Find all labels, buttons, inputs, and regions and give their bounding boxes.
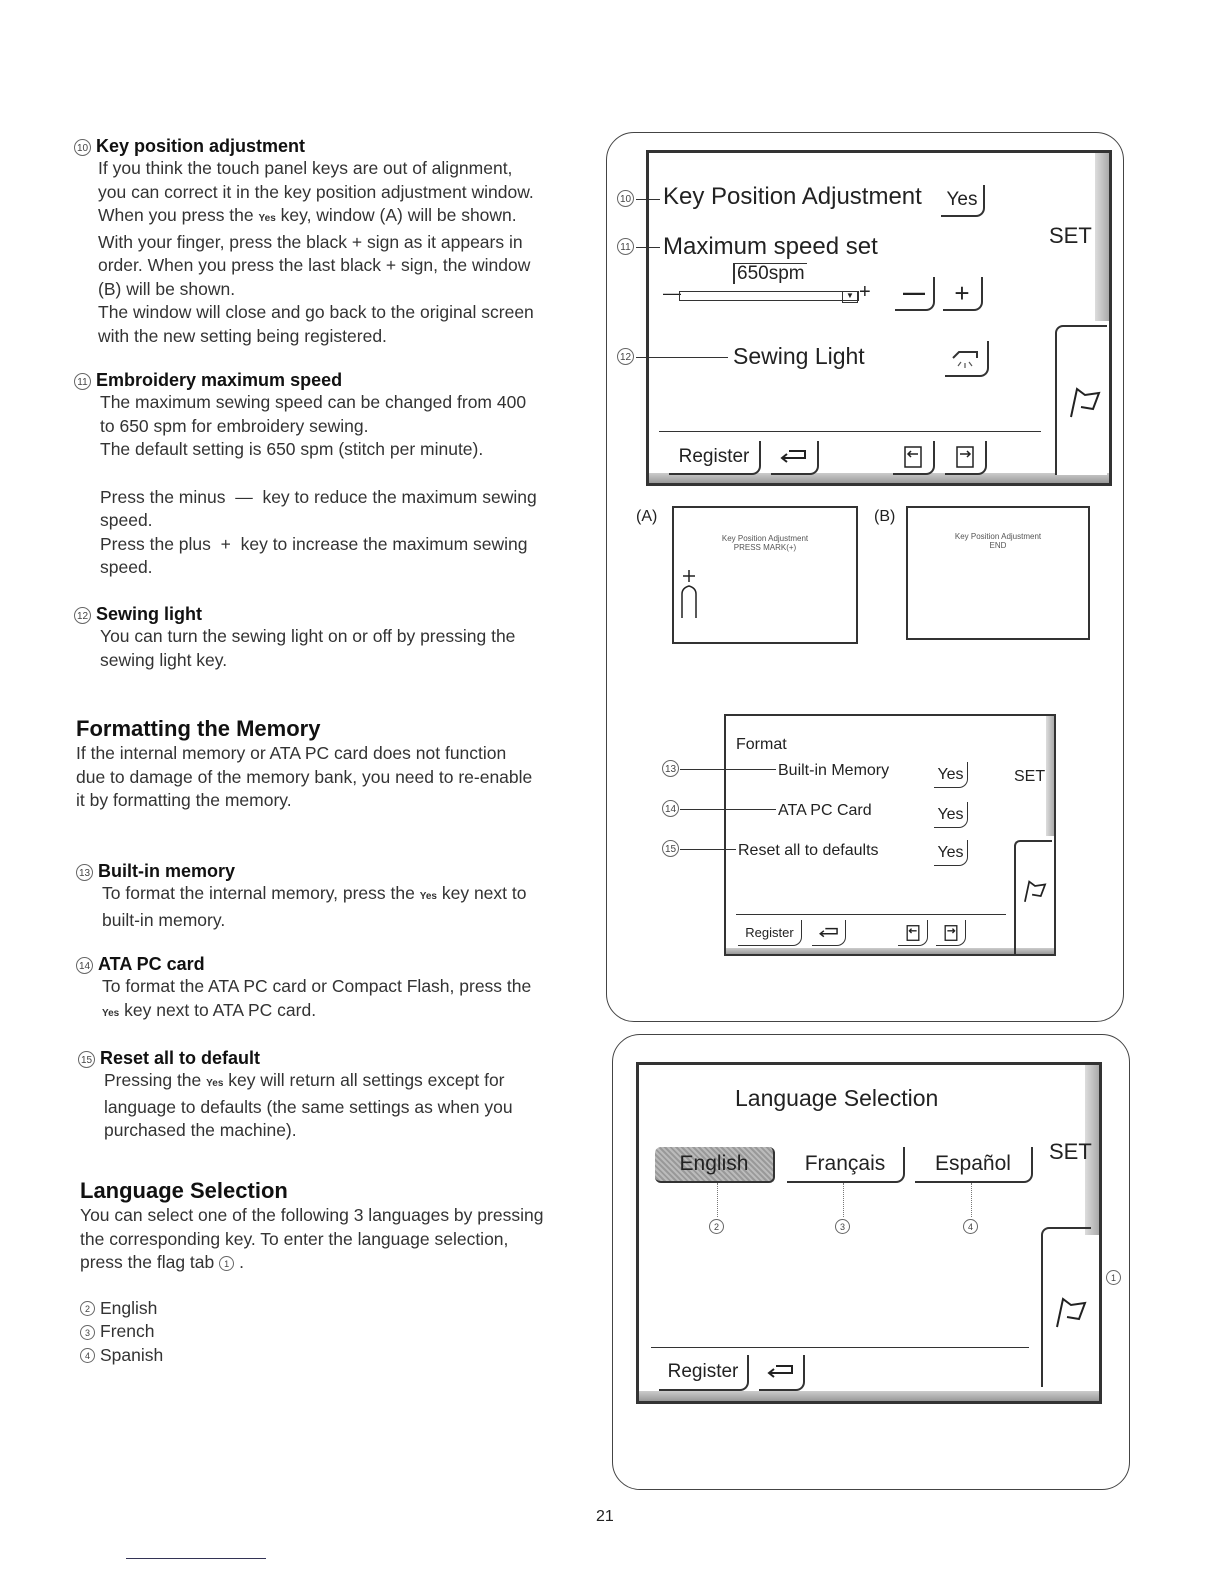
language-name: English — [100, 1297, 158, 1318]
page-prev-button[interactable] — [898, 920, 928, 946]
text-line: With your finger, press the black + sign as it appears in — [98, 231, 523, 252]
section-language — [80, 1178, 600, 1367]
text-line: order. When you press the last black + sign, the window — [98, 255, 531, 275]
yes-key-ref: Yes — [258, 213, 276, 224]
language-title: Language Selection — [735, 1085, 939, 1111]
language-name: Spanish — [100, 1344, 164, 1365]
french-button[interactable]: Français — [787, 1147, 905, 1183]
window-a-label: (A) — [636, 508, 658, 525]
section-heading — [74, 136, 594, 157]
text-line: built-in memory. — [102, 909, 226, 930]
text-span: key next to — [441, 883, 527, 903]
window-a — [672, 506, 858, 644]
leader-line — [971, 1183, 972, 1217]
text-span: key, window (A) will be shown. — [280, 205, 517, 225]
callout-3: 3 — [835, 1219, 850, 1234]
text-line — [80, 1251, 600, 1275]
callout-11: 11 — [617, 238, 634, 255]
text-span: key to increase the maximum sewing — [240, 533, 528, 554]
leader-line — [843, 1183, 844, 1217]
window-a-text: PRESS MARK(+) — [733, 543, 797, 552]
leader-line — [636, 357, 728, 358]
section-body — [76, 742, 596, 813]
screen-edge-shade — [1095, 153, 1109, 321]
format-ata-yes-button[interactable]: Yes — [934, 802, 968, 828]
heading-text: Key position adjustment — [96, 136, 306, 156]
text-line — [100, 533, 594, 557]
leader-line — [680, 849, 736, 850]
window-b — [906, 506, 1090, 640]
yes-key-ref: Yes — [102, 1007, 120, 1019]
page-left-icon — [902, 445, 924, 469]
text-line: it by formatting the memory. — [76, 790, 292, 810]
window-b-label: (B) — [874, 508, 896, 525]
text-line — [102, 999, 596, 1026]
register-button[interactable]: Register — [669, 441, 761, 475]
text-line: sewing light key. — [100, 649, 228, 670]
text-line: language to defaults (the same settings as when you — [104, 1096, 513, 1117]
window-b-text: Key Position Adjustment — [954, 532, 1042, 541]
speed-minus-button[interactable]: — — [895, 277, 935, 311]
language-list-item — [80, 1320, 600, 1344]
callout-12: 12 — [617, 348, 634, 365]
set-tab-label[interactable]: SET — [1014, 768, 1046, 785]
text-line: the corresponding key. To enter the language selection, — [80, 1228, 509, 1249]
flag-tab[interactable] — [1014, 840, 1052, 954]
key-position-yes-button[interactable]: Yes — [941, 185, 985, 217]
text-span: key next to ATA PC card. — [124, 999, 317, 1020]
callout-1: 1 — [1106, 1270, 1121, 1285]
section-body — [98, 157, 594, 348]
text-span: When you press the — [98, 205, 254, 225]
plus-symbol: + — [220, 533, 231, 554]
text-line: purchased the machine). — [104, 1120, 297, 1140]
section-formatting — [76, 716, 596, 813]
register-button[interactable]: Register — [659, 1355, 749, 1391]
text-line: If the internal memory or ATA PC card does not function — [76, 743, 507, 763]
divider — [651, 1347, 1029, 1348]
speed-slider[interactable] — [679, 291, 859, 301]
window-a-text: Key Position Adjustment — [721, 534, 809, 543]
callout-number: 13 — [76, 864, 93, 881]
heading-text: Sewing light — [96, 604, 202, 624]
format-row-label: Reset all to defaults — [738, 842, 879, 859]
page-right-icon — [954, 445, 976, 469]
minus-symbol: — — [235, 486, 253, 507]
text-line: due to damage of the memory bank, you need to re-enable — [76, 766, 533, 787]
section-body — [104, 1069, 598, 1143]
section-body — [100, 625, 594, 672]
max-speed-label: Maximum speed set — [663, 233, 878, 260]
sewing-light-button[interactable] — [945, 341, 989, 377]
heading-text: Reset all to default — [100, 1048, 261, 1068]
section-heading — [76, 954, 596, 975]
text-line — [104, 1069, 598, 1096]
callout-4: 4 — [963, 1219, 978, 1234]
section-reset-defaults — [78, 1048, 598, 1143]
screen-edge-shade — [1046, 716, 1054, 836]
set-tab-label[interactable]: SET — [1049, 223, 1092, 248]
yes-key-ref: Yes — [419, 891, 437, 902]
text-line: The default setting is 650 spm (stitch per minute). — [100, 439, 484, 459]
section-sewing-light — [74, 604, 594, 672]
callout-number: 1 — [219, 1256, 234, 1271]
format-reset-yes-button[interactable]: Yes — [934, 840, 968, 866]
section-embroidery-speed — [74, 370, 594, 580]
text-span: Pressing the — [104, 1070, 202, 1090]
text-line: You can select one of the following 3 languages by pressing — [80, 1205, 544, 1225]
heading-text: Embroidery maximum speed — [96, 370, 343, 390]
lamp-icon — [951, 346, 981, 370]
text-line: you can correct it in the key position adjustment window. — [98, 181, 534, 202]
callout-13: 13 — [662, 760, 679, 777]
text-span: Press the plus — [100, 533, 211, 554]
callout-number: 2 — [80, 1301, 95, 1316]
text-line: speed. — [100, 510, 153, 530]
return-icon — [779, 448, 809, 466]
english-button[interactable]: English — [655, 1147, 775, 1183]
screen-edge-shade — [639, 1391, 1099, 1401]
speed-plus-button[interactable]: + — [943, 277, 983, 311]
callout-number: 4 — [80, 1348, 95, 1363]
section-body — [80, 1204, 600, 1367]
language-list-item — [80, 1344, 600, 1368]
callout-number: 12 — [74, 607, 91, 624]
format-row-label: ATA PC Card — [778, 802, 872, 819]
text-line: The window will close and go back to the original screen — [98, 302, 534, 322]
flag-tab[interactable] — [1041, 1227, 1091, 1387]
text-line: If you think the touch panel keys are out of alignment, — [98, 158, 513, 178]
text-span: press the flag tab — [80, 1252, 215, 1272]
section-heading — [76, 861, 596, 882]
return-icon — [818, 926, 840, 940]
speed-min-mark: — — [663, 283, 681, 303]
return-button[interactable] — [759, 1355, 805, 1391]
screen-edge-shade — [726, 948, 1054, 954]
page-left-icon — [905, 924, 921, 942]
section-heading — [74, 604, 594, 625]
return-icon — [766, 1363, 796, 1381]
return-button[interactable] — [771, 441, 819, 475]
language-list-item — [80, 1297, 600, 1321]
settings-screen — [646, 150, 1112, 486]
divider — [659, 431, 1041, 432]
flag-icon — [1053, 1295, 1089, 1329]
text-span: key will return all settings except for — [228, 1070, 505, 1090]
leader-line — [636, 247, 660, 248]
divider — [736, 914, 1006, 915]
speed-max-mark: + — [859, 281, 871, 303]
section-title: Formatting the Memory — [76, 716, 321, 741]
format-row-label: Built-in Memory — [778, 762, 890, 779]
footer-rule — [126, 1558, 266, 1559]
text-line: with the new setting being registered. — [98, 325, 387, 346]
register-button[interactable]: Register — [738, 920, 802, 946]
text-line: The maximum sewing speed can be changed from 400 — [100, 392, 527, 412]
format-title: Format — [736, 736, 787, 753]
sewing-light-label: Sewing Light — [733, 343, 865, 369]
section-key-position — [74, 136, 594, 348]
language-screen — [636, 1062, 1102, 1404]
format-builtin-yes-button[interactable]: Yes — [934, 762, 968, 788]
text-span: key to reduce the maximum sewing — [262, 486, 537, 507]
window-b-text: END — [989, 541, 1007, 550]
page-next-button[interactable] — [945, 441, 987, 475]
key-position-label: Key Position Adjustment — [663, 183, 922, 210]
set-tab-label[interactable]: SET — [1049, 1139, 1092, 1164]
format-screen — [724, 714, 1056, 956]
yes-key-ref: Yes — [206, 1078, 224, 1089]
flag-tab[interactable] — [1055, 325, 1107, 475]
callout-2: 2 — [709, 1219, 724, 1234]
text-line — [100, 486, 594, 510]
text-span: . — [239, 1252, 244, 1272]
callout-number: 3 — [80, 1325, 95, 1340]
heading-text: ATA PC card — [98, 954, 205, 974]
section-heading — [74, 370, 594, 391]
flag-icon — [1067, 385, 1103, 419]
page-next-button[interactable] — [936, 920, 966, 946]
page-number: 21 — [596, 1508, 614, 1525]
page-right-icon — [943, 924, 959, 942]
section-body — [100, 391, 594, 580]
text-line — [98, 204, 594, 231]
section-body — [102, 975, 596, 1025]
heading-text: Built-in memory — [98, 861, 236, 881]
callout-number: 15 — [78, 1051, 95, 1068]
spanish-button[interactable]: Español — [915, 1147, 1033, 1183]
slider-thumb-icon[interactable]: ▼ — [842, 291, 858, 303]
callout-number: 10 — [74, 139, 91, 156]
text-line: to 650 spm for embroidery sewing. — [100, 415, 369, 436]
text-line: speed. — [100, 557, 153, 577]
callout-14: 14 — [662, 800, 679, 817]
callout-15: 15 — [662, 840, 679, 857]
callout-10: 10 — [617, 190, 634, 207]
text-line: To format the ATA PC card or Compact Flash, press the — [102, 976, 532, 996]
speed-value: 650spm — [733, 263, 807, 284]
section-heading — [78, 1048, 598, 1069]
calibration-plus-icon[interactable] — [678, 570, 700, 620]
text-line — [102, 882, 596, 909]
section-ata-pc-card — [76, 954, 596, 1025]
spacer — [80, 1275, 600, 1297]
text-line: You can turn the sewing light on or off by pressing the — [100, 626, 516, 646]
text-span: To format the internal memory, press the — [102, 883, 415, 903]
return-button[interactable] — [812, 920, 846, 946]
text-span: Press the minus — [100, 486, 226, 507]
text-line: (B) will be shown. — [98, 278, 236, 299]
language-name: French — [100, 1321, 155, 1341]
section-built-in-memory — [76, 861, 596, 932]
callout-number: 11 — [74, 373, 91, 390]
leader-line — [680, 769, 776, 770]
flag-icon — [1022, 878, 1048, 904]
leader-line — [680, 809, 776, 810]
leader-line — [717, 1183, 718, 1217]
section-body — [102, 882, 596, 932]
section-title: Language Selection — [80, 1178, 288, 1203]
spacer — [100, 462, 594, 486]
page-prev-button[interactable] — [893, 441, 935, 475]
leader-line — [636, 199, 660, 200]
callout-number: 14 — [76, 957, 93, 974]
